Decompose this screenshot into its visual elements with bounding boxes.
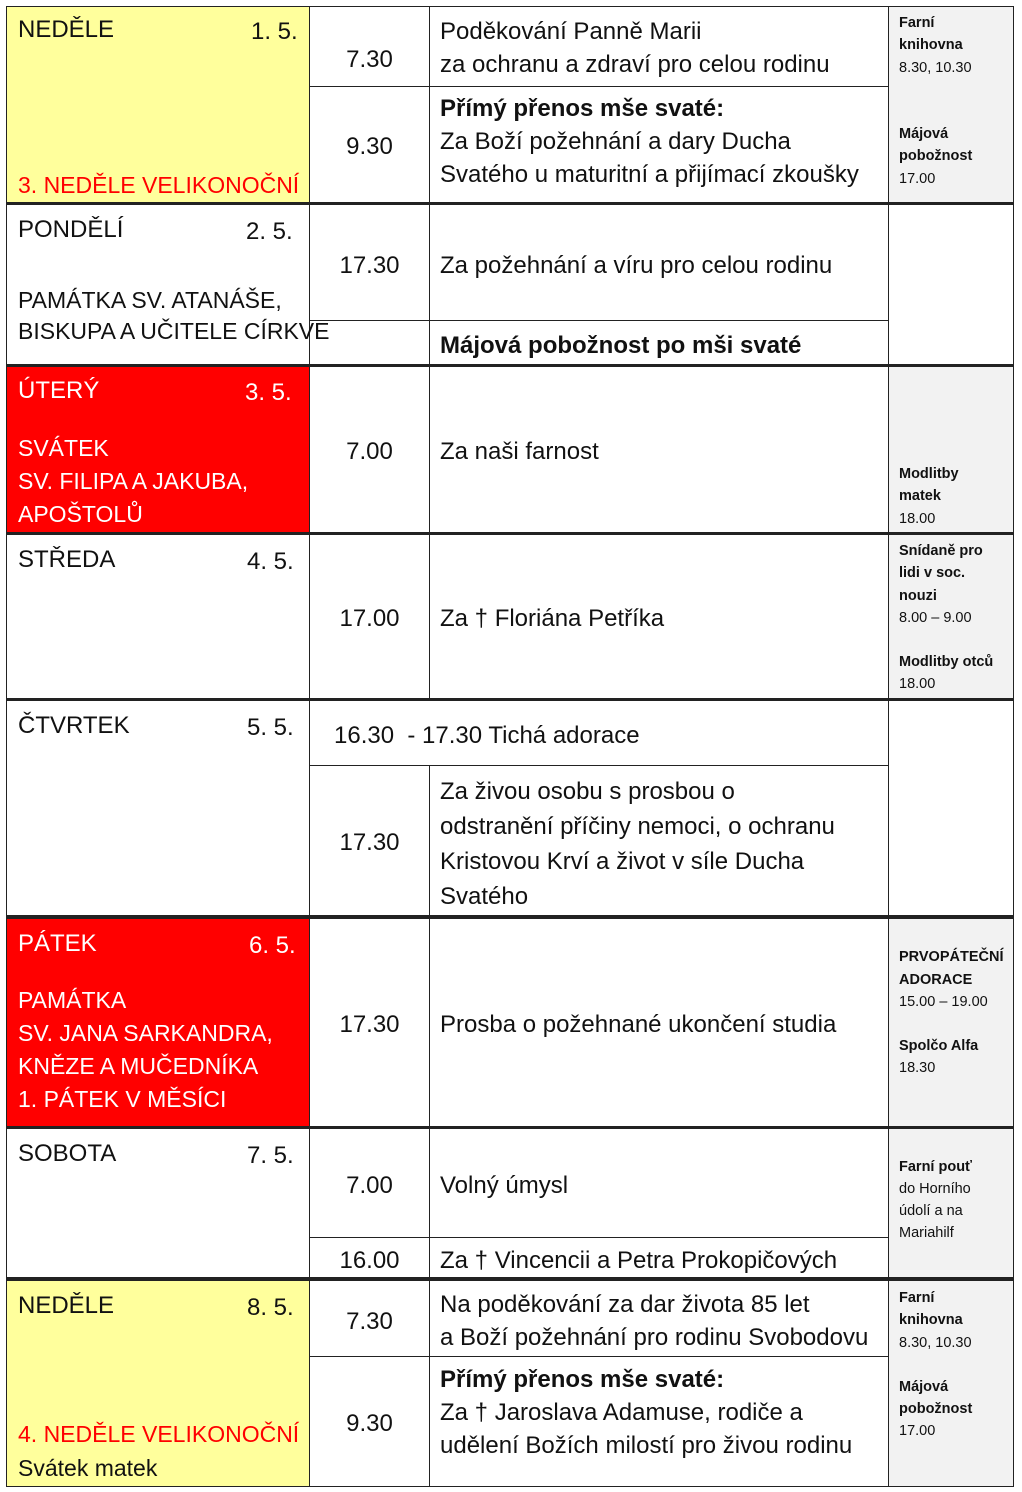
day-name: STŘEDA (18, 546, 116, 573)
liturgical-note: SVÁTEK (18, 435, 109, 461)
day-name: NEDĚLE (18, 16, 115, 43)
day-name: PONDĚLÍ (18, 216, 124, 243)
mass-time: 16.00 (339, 1247, 400, 1274)
mass-intention-line: Na poděkování za dar života 85 let (440, 1291, 810, 1318)
side-title: Májová (899, 1379, 949, 1395)
liturgical-note: PAMÁTKA (18, 987, 127, 1013)
side-title: knihovna (899, 37, 963, 53)
liturgical-note: Svátek matek (18, 1455, 158, 1481)
mass-time: 7.00 (346, 1172, 393, 1199)
side-time: 15.00 – 19.00 (899, 994, 988, 1010)
mass-time: 7.30 (346, 1308, 393, 1335)
liturgical-note: SV. FILIPA A JAKUBA, (18, 468, 249, 494)
side-title: ADORACE (899, 972, 973, 988)
side-time: 17.00 (899, 171, 936, 187)
mass-intention-line: Za požehnání a víru pro celou rodinu (440, 252, 833, 279)
day-name: PÁTEK (18, 930, 97, 957)
liturgical-note: PAMÁTKA SV. ATANÁŠE, (18, 287, 282, 313)
side-title: lidi v soc. (899, 565, 966, 581)
mass-time: 9.30 (346, 133, 393, 160)
side-title: Farní (899, 15, 935, 31)
side-title: Modlitby (899, 466, 959, 482)
mass-intention-line: Za † Jaroslava Adamuse, rodiče a (440, 1399, 803, 1426)
mass-intention-line: odstranění příčiny nemoci, o ochranu (440, 813, 835, 840)
side-cell (888, 204, 1014, 365)
liturgical-note: BISKUPA A UČITELE CÍRKVE (18, 318, 330, 344)
mass-intention-line: Za † Vincencii a Petra Prokopičových (440, 1247, 838, 1274)
mass-heading: Přímý přenos mše svaté: (440, 95, 725, 122)
side-title: knihovna (899, 1312, 963, 1328)
mass-intention-line: Svatého u maturitní a přijímací zkoušky (440, 161, 859, 188)
mass-intention-line: za ochranu a zdraví pro celou rodinu (440, 51, 830, 78)
side-time: 18.30 (899, 1060, 936, 1076)
mass-intention-line: Za naši farnost (440, 438, 599, 465)
mass-intention-line: Svatého (440, 883, 529, 910)
day-date: 1. 5. (251, 18, 298, 45)
mass-time: 17.00 (339, 605, 400, 632)
side-time: 18.00 (899, 511, 936, 527)
day-name: NEDĚLE (18, 1292, 115, 1319)
mass-intention-line: Kristovou Krví a život v síle Ducha (440, 848, 805, 875)
day-date: 2. 5. (246, 218, 293, 245)
side-title: pobožnost (899, 148, 973, 164)
side-title: nouzi (899, 588, 937, 604)
liturgical-note: SV. JANA SARKANDRA, (18, 1020, 273, 1046)
side-time: 8.30, 10.30 (899, 60, 972, 76)
side-line: Mariahilf (899, 1225, 954, 1241)
liturgical-note: APOŠTOLŮ (18, 501, 143, 527)
side-title: PRVOPÁTEČNÍ (899, 949, 1004, 965)
side-cell (888, 700, 1014, 917)
side-time: 17.00 (899, 1423, 936, 1439)
liturgical-note: 3. NEDĚLE VELIKONOČNÍ (18, 172, 300, 198)
side-title: pobožnost (899, 1401, 973, 1417)
side-title: Farní pouť (899, 1159, 972, 1175)
mass-time: 17.30 (339, 1011, 400, 1038)
day-name: ČTVRTEK (18, 712, 130, 739)
side-line: údolí a na (899, 1203, 963, 1219)
adoration-text: 16.30 - 17.30 Tichá adorace (334, 722, 640, 749)
mass-time: 9.30 (346, 1410, 393, 1437)
side-time: 18.00 (899, 676, 936, 692)
side-line: do Horního (899, 1181, 971, 1197)
side-title: Farní (899, 1290, 935, 1306)
side-time: 8.30, 10.30 (899, 1335, 972, 1351)
mass-time: 7.00 (346, 438, 393, 465)
side-title: Snídaně pro (899, 543, 983, 559)
side-title: Májová (899, 126, 949, 142)
side-title: matek (899, 488, 941, 504)
extra-note: Májová pobožnost po mši svaté (440, 332, 802, 359)
day-date: 7. 5. (247, 1142, 294, 1169)
side-time: 8.00 – 9.00 (899, 610, 972, 626)
day-date: 6. 5. (249, 932, 296, 959)
mass-intention-line: Prosba o požehnané ukončení studia (440, 1011, 837, 1038)
liturgical-note: KNĚZE A MUČEDNÍKA (18, 1053, 259, 1079)
day-date: 8. 5. (247, 1294, 294, 1321)
mass-time: 7.30 (346, 46, 393, 73)
liturgical-note: 4. NEDĚLE VELIKONOČNÍ (18, 1421, 300, 1447)
mass-time: 17.30 (339, 829, 400, 856)
day-date: 4. 5. (247, 548, 294, 575)
mass-intention-line: Za † Floriána Petříka (440, 605, 665, 632)
day-date: 3. 5. (245, 379, 292, 406)
day-name: ÚTERÝ (18, 377, 100, 404)
mass-time: 17.30 (339, 252, 400, 279)
mass-intention-line: a Boží požehnání pro rodinu Svobodovu (440, 1324, 869, 1351)
mass-intention-line: Volný úmysl (440, 1172, 569, 1199)
side-title: Modlitby otců (899, 654, 994, 670)
mass-intention-line: udělení Božích milostí pro živou rodinu (440, 1432, 853, 1459)
side-title: Spolčo Alfa (899, 1038, 979, 1054)
day-name: SOBOTA (18, 1140, 117, 1167)
day-date: 5. 5. (247, 714, 294, 741)
mass-intention-line: Za živou osobu s prosbou o (440, 778, 735, 805)
mass-intention-line: Za Boží požehnání a dary Ducha (440, 128, 791, 155)
liturgical-note: 1. PÁTEK V MĚSÍCI (18, 1086, 227, 1112)
mass-heading: Přímý přenos mše svaté: (440, 1366, 725, 1393)
mass-intention-line: Poděkování Panně Marii (440, 18, 702, 45)
